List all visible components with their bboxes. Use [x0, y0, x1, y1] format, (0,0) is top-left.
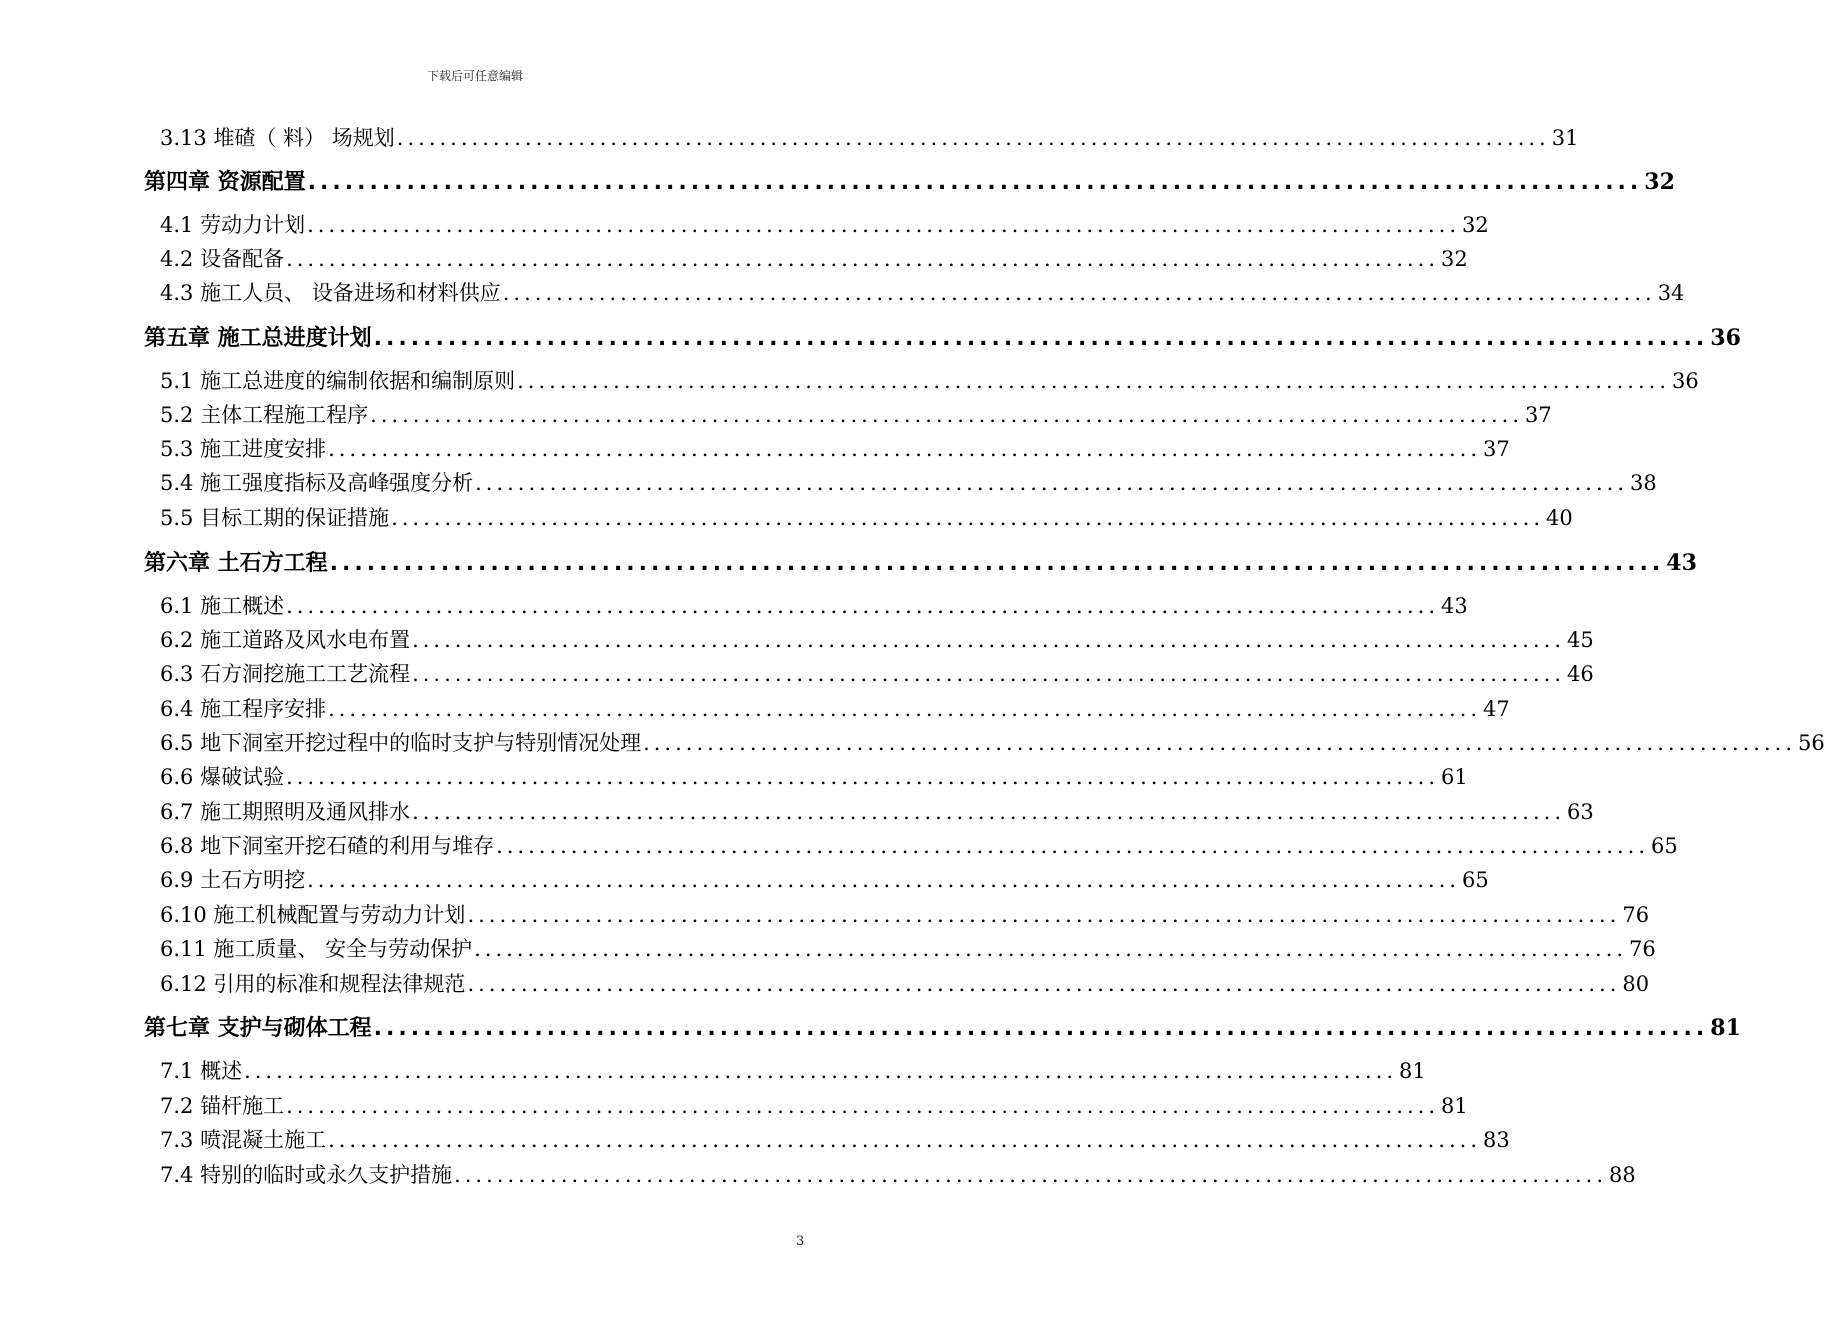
- toc-entry-label: 4.3 施工人员、 设备进场和材料供应: [160, 281, 501, 305]
- toc-chapter-page: 36: [1710, 325, 1741, 351]
- toc-entry[interactable]: [160, 122, 1579, 156]
- toc-entry-page: 32: [1462, 213, 1489, 237]
- toc-entry-page: 37: [1525, 403, 1552, 427]
- toc-leader-dots: ............................................................................................................: [286, 1094, 1440, 1118]
- toc-entry[interactable]: [160, 209, 1489, 243]
- toc-entry-page: 32: [1441, 247, 1468, 271]
- toc-chapter-label: 第五章 施工总进度计划: [144, 326, 372, 351]
- toc-entry-label: 5.4 施工强度指标及高峰强度分析: [160, 471, 474, 495]
- toc-entry[interactable]: [160, 1055, 1426, 1089]
- toc-leader-dots: ............................................................................................................: [475, 471, 1629, 495]
- toc-leader-dots: ............................................................................................................: [502, 281, 1656, 305]
- toc-entry-page: 47: [1483, 697, 1510, 721]
- toc-entry[interactable]: [160, 590, 1468, 624]
- page-header: 下载后可任意编辑: [426, 69, 523, 83]
- toc-entry[interactable]: [160, 277, 1685, 311]
- toc-entry[interactable]: [160, 864, 1489, 898]
- toc-entry-page: 36: [1672, 369, 1699, 393]
- toc-chapter-page: 43: [1666, 550, 1697, 576]
- toc-leader-dots: ............................................................................................................: [307, 170, 1643, 195]
- toc-chapter[interactable]: [144, 546, 1697, 580]
- toc-entry[interactable]: [160, 933, 1656, 967]
- toc-leader-dots: ............................................................................................................: [412, 628, 1566, 652]
- toc-entry[interactable]: [160, 365, 1699, 399]
- toc-entry-label: 4.2 设备配备: [160, 247, 285, 271]
- toc-entry-label: 5.3 施工进度安排: [160, 437, 327, 461]
- toc-chapter[interactable]: [144, 1011, 1741, 1045]
- toc-leader-dots: ............................................................................................................: [517, 369, 1671, 393]
- toc-entry[interactable]: [160, 693, 1510, 727]
- toc-entry[interactable]: [160, 502, 1573, 536]
- toc-entry-page: 31: [1551, 126, 1579, 150]
- page-number: 3: [796, 1234, 805, 1249]
- toc-chapter-label: 第六章 土石方工程: [144, 551, 328, 576]
- toc-chapter-page: 32: [1644, 169, 1675, 195]
- toc-entry-page: 56: [1798, 731, 1825, 755]
- toc-leader-dots: ............................................................................................................: [329, 551, 1665, 576]
- toc-entry[interactable]: [160, 243, 1468, 277]
- toc-entry-label: 6.12 引用的标准和规程法律规范: [160, 972, 466, 996]
- toc-chapter[interactable]: [144, 165, 1675, 199]
- toc-entry[interactable]: [160, 830, 1678, 864]
- toc-leader-dots: ............................................................................................................: [467, 972, 1621, 996]
- toc-entry[interactable]: [160, 761, 1468, 795]
- toc-leader-dots: ............................................................................................................: [474, 937, 1628, 961]
- toc-entry-label: 5.1 施工总进度的编制依据和编制原则: [160, 369, 516, 393]
- toc-leader-dots: ............................................................................................................: [370, 403, 1524, 427]
- toc-entry-page: 81: [1399, 1059, 1426, 1083]
- toc-entry-label: 6.7 施工期照明及通风排水: [160, 800, 411, 824]
- toc-entry-label: 6.6 爆破试验: [160, 765, 285, 789]
- toc-entry[interactable]: [160, 433, 1510, 467]
- toc-entry[interactable]: [160, 467, 1657, 501]
- toc-entry-page: 61: [1441, 765, 1468, 789]
- toc-entry-label: 6.2 施工道路及风水电布置: [160, 628, 411, 652]
- toc-entry-label: 7.1 概述: [160, 1059, 243, 1083]
- toc-leader-dots: ............................................................................................................: [286, 247, 1440, 271]
- toc-entry-label: 6.5 地下洞室开挖过程中的临时支护与特别情况处理: [160, 731, 642, 755]
- toc-entry-label: 5.5 目标工期的保证措施: [160, 506, 390, 530]
- toc-entry-label: 7.2 锚杆施工: [160, 1094, 285, 1118]
- toc-chapter[interactable]: [144, 321, 1741, 355]
- toc-entry-label: 6.11 施工质量、 安全与劳动保护: [160, 937, 473, 961]
- toc-entry-page: 46: [1567, 662, 1594, 686]
- toc-leader-dots: ............................................................................................................: [286, 765, 1440, 789]
- toc-entry-page: 83: [1483, 1128, 1510, 1152]
- toc-entry-page: 37: [1483, 437, 1510, 461]
- toc-entry-page: 43: [1441, 594, 1468, 618]
- toc-leader-dots: ............................................................................................................: [454, 1163, 1608, 1187]
- toc-leader-dots: ............................................................................................................: [244, 1059, 1398, 1083]
- toc-entry-label: 6.1 施工概述: [160, 594, 285, 618]
- toc-leader-dots: ............................................................................................................: [328, 697, 1482, 721]
- toc-leader-dots: ............................................................................................................: [412, 662, 1566, 686]
- toc-entry[interactable]: [160, 658, 1594, 692]
- toc-leader-dots: ............................................................................................................: [496, 834, 1650, 858]
- toc-entry-page: 81: [1441, 1094, 1468, 1118]
- toc-entry-label: 4.1 劳动力计划: [160, 213, 306, 237]
- toc-entry-label: 3.13 堆碴（ 料） 场规划: [160, 126, 395, 150]
- toc-entry-page: 76: [1629, 937, 1656, 961]
- toc-entry[interactable]: [160, 899, 1650, 933]
- toc-entry-page: 34: [1657, 281, 1685, 305]
- toc-leader-dots: ............................................................................................................: [396, 126, 1550, 150]
- toc-entry-label: 7.4 特别的临时或永久支护措施: [160, 1163, 453, 1187]
- toc-entry[interactable]: [160, 1159, 1636, 1193]
- toc-leader-dots: ............................................................................................................: [328, 1128, 1482, 1152]
- toc-entry-page: 38: [1630, 471, 1657, 495]
- toc-leader-dots: ............................................................................................................: [467, 903, 1621, 927]
- toc-entry-page: 40: [1546, 506, 1573, 530]
- toc-leader-dots: ............................................................................................................: [373, 326, 1709, 351]
- toc-leader-dots: ............................................................................................................: [328, 437, 1482, 461]
- toc-leader-dots: ............................................................................................................: [286, 594, 1440, 618]
- toc-entry-label: 6.10 施工机械配置与劳动力计划: [160, 903, 466, 927]
- toc-leader-dots: ............................................................................................................: [307, 868, 1461, 892]
- toc-entry-label: 6.8 地下洞室开挖石碴的利用与堆存: [160, 834, 495, 858]
- toc-entry[interactable]: [160, 1124, 1510, 1158]
- toc-chapter-label: 第四章 资源配置: [144, 170, 306, 195]
- toc-leader-dots: ............................................................................................................: [373, 1016, 1709, 1041]
- toc-entry[interactable]: [160, 399, 1552, 433]
- toc-entry[interactable]: [160, 727, 1825, 761]
- toc-leader-dots: ............................................................................................................: [643, 731, 1797, 755]
- toc-chapter-label: 第七章 支护与砌体工程: [144, 1016, 372, 1041]
- toc-entry-page: 65: [1462, 868, 1489, 892]
- toc-entry[interactable]: [160, 1090, 1468, 1124]
- toc-entry[interactable]: [160, 796, 1594, 830]
- toc-entry-page: 80: [1622, 972, 1650, 996]
- toc-entry-label: 7.3 喷混凝土施工: [160, 1128, 327, 1152]
- toc-entry-label: 6.3 石方洞挖施工工艺流程: [160, 662, 411, 686]
- toc-entry-label: 5.2 主体工程施工程序: [160, 403, 369, 427]
- toc-entry[interactable]: [160, 968, 1650, 1002]
- toc-entry-label: 6.4 施工程序安排: [160, 697, 327, 721]
- toc-entry-page: 63: [1567, 800, 1594, 824]
- toc-entry-page: 76: [1622, 903, 1650, 927]
- toc-entry-page: 65: [1651, 834, 1678, 858]
- toc-leader-dots: ............................................................................................................: [412, 800, 1566, 824]
- toc-entry-page: 45: [1567, 628, 1594, 652]
- toc-chapter-page: 81: [1710, 1015, 1741, 1041]
- toc-entry[interactable]: [160, 624, 1594, 658]
- toc-entry-page: 88: [1609, 1163, 1636, 1187]
- toc-leader-dots: ............................................................................................................: [391, 506, 1545, 530]
- toc-leader-dots: ............................................................................................................: [307, 213, 1461, 237]
- toc-entry-label: 6.9 土石方明挖: [160, 868, 306, 892]
